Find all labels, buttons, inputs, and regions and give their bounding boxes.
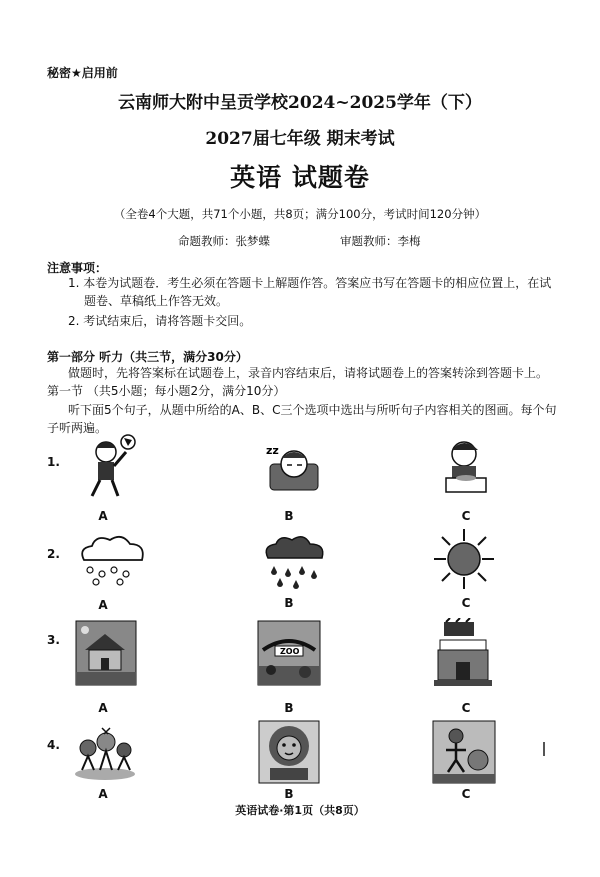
farm-scene-icon — [75, 620, 137, 686]
exam-summary: （全卷4个大题，共71个小题，共8页；满分100分，考试时间120分钟） — [113, 207, 487, 221]
lion-icon — [258, 720, 320, 784]
setter-teacher: 命题教师：张梦蝶 — [178, 234, 270, 248]
sleeping-boy-icon — [262, 440, 322, 494]
notice-heading: 注意事项： — [47, 261, 108, 275]
option-label: A — [98, 787, 108, 801]
snow-cloud-icon — [72, 530, 152, 590]
notice-item-2: 2. 考试结束后，请将答题卡交回。 — [68, 314, 252, 328]
subject-title: 英语 试题卷 — [230, 163, 370, 192]
option-label: A — [98, 701, 108, 715]
page-footer: 英语试卷·第1页（共8页） — [235, 804, 365, 817]
rain-cloud-icon — [260, 532, 328, 590]
question-number: 4. — [47, 738, 60, 752]
option-label: C — [461, 787, 471, 801]
boy-eating-icon — [440, 436, 494, 496]
question-number: 3. — [47, 633, 60, 647]
option-label: C — [461, 509, 471, 523]
reviewer-teacher: 审题教师：李梅 — [340, 234, 421, 248]
part1-title: 第一部分 听力（共三节，满分30分） — [47, 350, 248, 364]
school-title: 云南师大附中呈贡学校2024~2025学年（下） — [118, 93, 482, 113]
notice-item-1-cont: 题卷、草稿纸上作答无效。 — [84, 294, 229, 308]
option-label: B — [284, 596, 294, 610]
boy-soccer-icon — [78, 432, 140, 500]
section1-title: 第一节 （共5小题；每小题2分，满分10分） — [47, 384, 286, 398]
svg-text:ZOO: ZOO — [280, 647, 300, 656]
option-label: C — [461, 596, 471, 610]
exam-title: 2027届七年级 期末考试 — [205, 129, 395, 149]
circus-scene-icon — [432, 720, 496, 784]
zoo-scene-icon — [257, 620, 321, 686]
secret-label: 秘密★启用前 — [47, 66, 118, 80]
option-label: C — [461, 701, 471, 715]
parade-scene-icon — [72, 724, 138, 782]
notice-item-1: 1. 本卷为试题卷．考生必须在答题卡上解题作答。答案应书写在答题卡的相应位置上，在试 — [68, 276, 552, 290]
option-label: B — [284, 701, 294, 715]
section1-instruction: 听下面5个句子，从题中所给的A、B、C三个选项中选出与所听句子内容相关的图画。每个句 — [68, 403, 557, 417]
margin-mark — [543, 742, 545, 756]
question-number: 2. — [47, 547, 60, 561]
option-label: B — [284, 787, 294, 801]
option-label: B — [284, 509, 294, 523]
part1-intro: 做题时，先将答案标在试题卷上，录音内容结束后，请将试题卷上的答案转涂到答题卡上。 — [68, 366, 549, 380]
section1-instruction-cont: 子听两遍。 — [47, 421, 108, 435]
option-label: A — [98, 509, 108, 523]
cinema-building-icon — [432, 618, 494, 688]
option-label: A — [98, 598, 108, 612]
question-number: 1. — [47, 455, 60, 469]
sun-icon — [432, 527, 496, 591]
svg-text:zz: zz — [266, 444, 279, 457]
